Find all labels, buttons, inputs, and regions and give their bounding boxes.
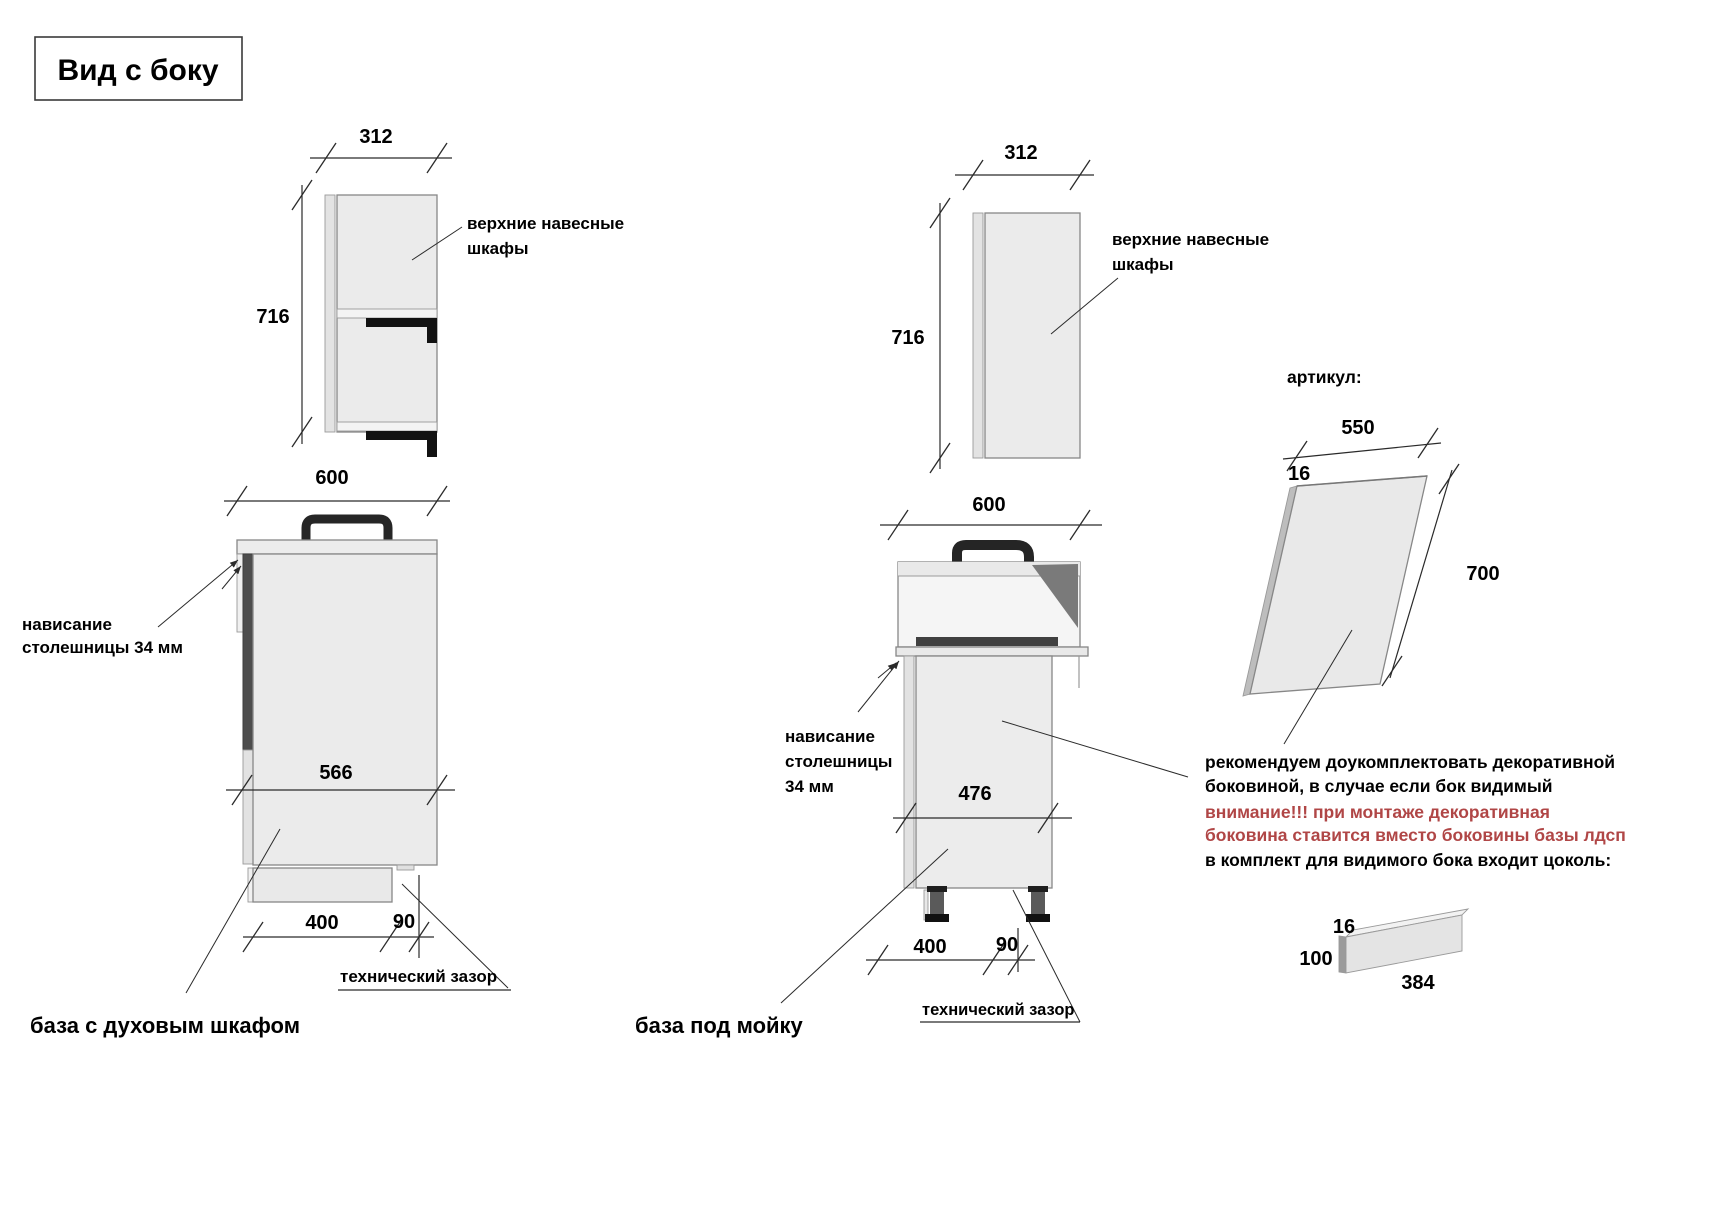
sink-base-drawing (896, 545, 1088, 922)
dim-value: 716 (256, 306, 290, 328)
mid-wall-cabinet-height-dim (891, 198, 950, 473)
mid-wall-cabinet-label (1051, 230, 1269, 334)
sink-base-width-dim (880, 494, 1102, 540)
note-line: рекомендуем доукомплектовать декоративной (1205, 752, 1616, 772)
panel-thickness-dim: 16 (1288, 463, 1311, 485)
label-line: столешницы 34 мм (22, 638, 183, 657)
countertop-overhang-label-mid (785, 661, 899, 796)
adjustable-leg (925, 886, 949, 922)
sink-base-name-label (635, 849, 948, 1038)
mid-wall-cabinet-width-dim (955, 142, 1094, 190)
dim-value: 400 (305, 912, 339, 934)
decor-panel-drawing (1243, 476, 1427, 696)
label-line: 34 мм (785, 777, 834, 796)
label-line: верхние навесные (1112, 230, 1270, 249)
dim-value: 90 (995, 934, 1019, 956)
title-box (35, 37, 242, 100)
note-line: в комплект для видимого бока входит цоколь: (1205, 850, 1612, 870)
note-warning-line: боковина ставится вместо боковины базы лдсп (1205, 825, 1626, 845)
left-wall-cabinet-drawing (325, 195, 437, 457)
left-wall-cabinet-label (412, 214, 624, 260)
plinth-height-dim: 100 (1299, 948, 1333, 970)
label-line: столешницы (785, 752, 893, 771)
plinth-length-dim: 384 (1401, 972, 1435, 994)
oven-base-drawing (237, 519, 437, 902)
dim-value: 90 (392, 911, 416, 933)
dim-value: 400 (913, 936, 947, 958)
note-warning-line: внимание!!! при монтаже декоративная (1205, 802, 1550, 822)
label-line: верхние навесные (467, 214, 625, 233)
note-line: боковиной, в случае если бок видимый (1205, 776, 1553, 796)
label-line: технический зазор (340, 967, 498, 986)
left-wall-cabinet-height-dim (256, 180, 312, 447)
label-line: шкафы (467, 239, 529, 258)
label-line: технический зазор (922, 1001, 1075, 1019)
dim-value: 476 (958, 783, 992, 805)
dim-value: 312 (359, 126, 393, 148)
dim-value: 700 (1466, 563, 1500, 585)
recommendation-note (1205, 752, 1626, 870)
mid-wall-cabinet-drawing (973, 213, 1080, 458)
dim-value: 600 (315, 467, 349, 489)
dim-value: 716 (891, 327, 925, 349)
left-wall-cabinet-width-dim (310, 126, 452, 173)
dim-value: 600 (972, 494, 1006, 516)
cabinet-name: база с духовым шкафом (30, 1013, 300, 1038)
plinth-piece-drawing (1339, 909, 1468, 973)
sink-base-plinth-dim (866, 928, 1035, 975)
adjustable-leg (1026, 886, 1050, 922)
oven-base-width-dim (224, 467, 450, 516)
label-line: нависание (785, 727, 875, 746)
oven-handle (306, 519, 388, 540)
dim-value: 566 (319, 762, 353, 784)
cabinet-name: база под мойку (635, 1013, 803, 1038)
dim-value: 312 (1004, 142, 1038, 164)
dim-value: 550 (1341, 417, 1375, 439)
page-title: Вид с боку (57, 54, 219, 87)
label-line: нависание (22, 615, 112, 634)
countertop-overhang-label-left (22, 560, 241, 657)
plinth-thickness-dim: 16 (1332, 916, 1356, 938)
article-label: артикул: (1287, 367, 1362, 387)
label-line: шкафы (1112, 255, 1174, 274)
